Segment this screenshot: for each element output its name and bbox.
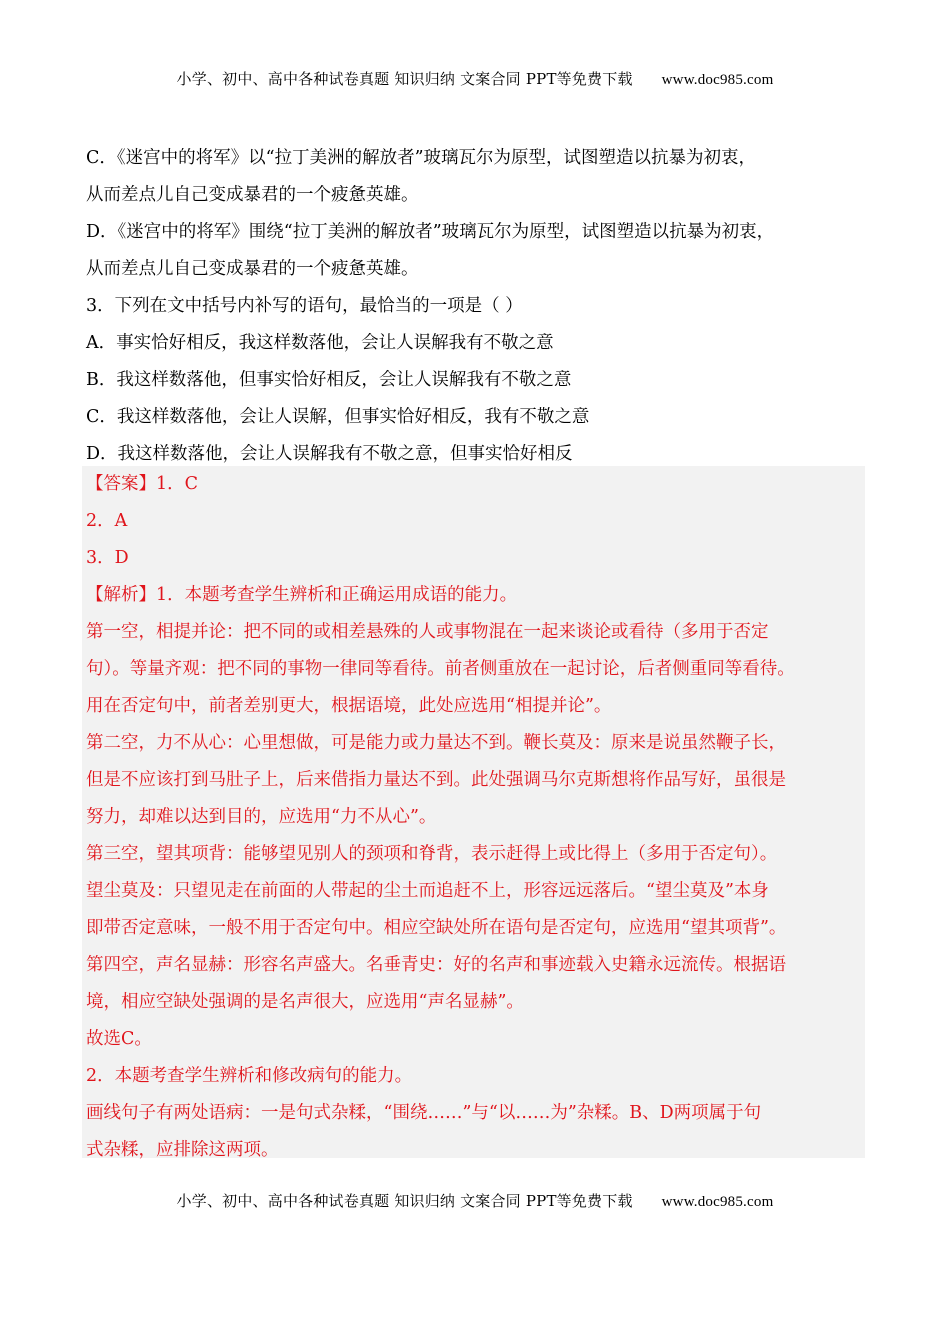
page-footer bbox=[0, 1190, 950, 1211]
analysis-text: 第三空，望其项背：能够望见别人的颈项和脊背，表示赶得上或比得上（多用于否定句）。 bbox=[86, 844, 778, 864]
q3-option-d: D．我这样数落他，会让人误解我有不敬之意，但事实恰好相反 bbox=[86, 444, 573, 464]
analysis-text: 第四空，声名显赫：形容名声盛大。名垂青史：好的名声和事迹载入史籍永远流传。根据语 bbox=[86, 955, 786, 975]
answer-3: 3．D bbox=[86, 548, 129, 568]
analysis-conclusion: 故选C。 bbox=[86, 1029, 152, 1049]
analysis-line-1 bbox=[86, 577, 866, 614]
option-d-line-2: 从而差点儿自己变成暴君的一个疲惫英雄。 bbox=[86, 259, 419, 279]
question-3-stem: 3．下列在文中括号内补写的语句，最恰当的一项是（ ） bbox=[86, 296, 523, 316]
header-url[interactable]: www.doc985.com bbox=[661, 72, 774, 88]
option-d-line-1: D．《迷宫中的将军》围绕“拉丁美洲的解放者”玻璃瓦尔为原型，试图塑造以抗暴为初衷， bbox=[86, 222, 775, 242]
header-text: 小学、初中、高中各种试卷真题 知识归纳 文案合同 PPT等免费下载 bbox=[176, 70, 633, 88]
page-header bbox=[0, 68, 950, 89]
analysis-text: 第一空，相提并论：把不同的或相差悬殊的人或事物混在一起来谈论或看待（多用于否定 bbox=[86, 622, 769, 642]
footer-url[interactable]: www.doc985.com bbox=[661, 1194, 774, 1210]
answer-section bbox=[86, 466, 866, 1169]
analysis-text: 境，相应空缺处强调的是名声很大，应选用“声名显赫”。 bbox=[86, 992, 524, 1012]
analysis-text: 句）。等量齐观：把不同的事物一律同等看待。前者侧重放在一起讨论，后者侧重同等看待。 bbox=[86, 659, 795, 679]
option-c-line-1: C．《迷宫中的将军》以“拉丁美洲的解放者”玻璃瓦尔为原型，试图塑造以抗暴为初衷， bbox=[86, 148, 757, 168]
option-c-line-2: 从而差点儿自己变成暴君的一个疲惫英雄。 bbox=[86, 185, 419, 205]
analysis-text: 望尘莫及：只望见走在前面的人带起的尘土而追赶不上，形容远远落后。“望尘莫及”本身 bbox=[86, 881, 769, 901]
q3-option-a: A．事实恰好相反，我这样数落他，会让人误解我有不敬之意 bbox=[86, 333, 554, 353]
analysis-text: 努力，却难以达到目的，应选用“力不从心”。 bbox=[86, 807, 437, 827]
analysis-text: 但是不应该打到马肚子上，后来借指力量达不到。此处强调马尔克斯想将作品写好，虽很是 bbox=[86, 770, 786, 790]
question-section bbox=[86, 140, 866, 473]
footer-text: 小学、初中、高中各种试卷真题 知识归纳 文案合同 PPT等免费下载 bbox=[176, 1192, 633, 1210]
analysis-text: 即带否定意味，一般不用于否定句中。相应空缺处所在语句是否定句，应选用“望其项背”。 bbox=[86, 918, 787, 938]
answer-tag: 【答案】 bbox=[86, 474, 156, 494]
analysis-tag: 【解析】 bbox=[86, 585, 156, 605]
q3-option-b: B．我这样数落他，但事实恰好相反，会让人误解我有不敬之意 bbox=[86, 370, 572, 390]
analysis-q1-intro: 1．本题考查学生辨析和正确运用成语的能力。 bbox=[156, 585, 518, 605]
analysis-text: 用在否定句中，前者差别更大，根据语境，此处应选用“相提并论”。 bbox=[86, 696, 612, 716]
q3-option-c: C．我这样数落他，会让人误解，但事实恰好相反，我有不敬之意 bbox=[86, 407, 590, 427]
analysis-text: 第二空，力不从心：心里想做，可是能力或力量达不到。鞭长莫及：原来是说虽然鞭子长， bbox=[86, 733, 786, 753]
answer-1: 1．C bbox=[156, 474, 199, 494]
analysis-q2-text: 画线句子有两处语病：一是句式杂糅，“围绕……”与“以……为”杂糅。B、D两项属于句 bbox=[86, 1103, 762, 1123]
analysis-q2-intro: 2．本题考查学生辨析和修改病句的能力。 bbox=[86, 1066, 413, 1086]
answer-2: 2．A bbox=[86, 511, 128, 531]
answer-line-1 bbox=[86, 466, 866, 503]
analysis-q2-text: 式杂糅，应排除这两项。 bbox=[86, 1140, 279, 1160]
